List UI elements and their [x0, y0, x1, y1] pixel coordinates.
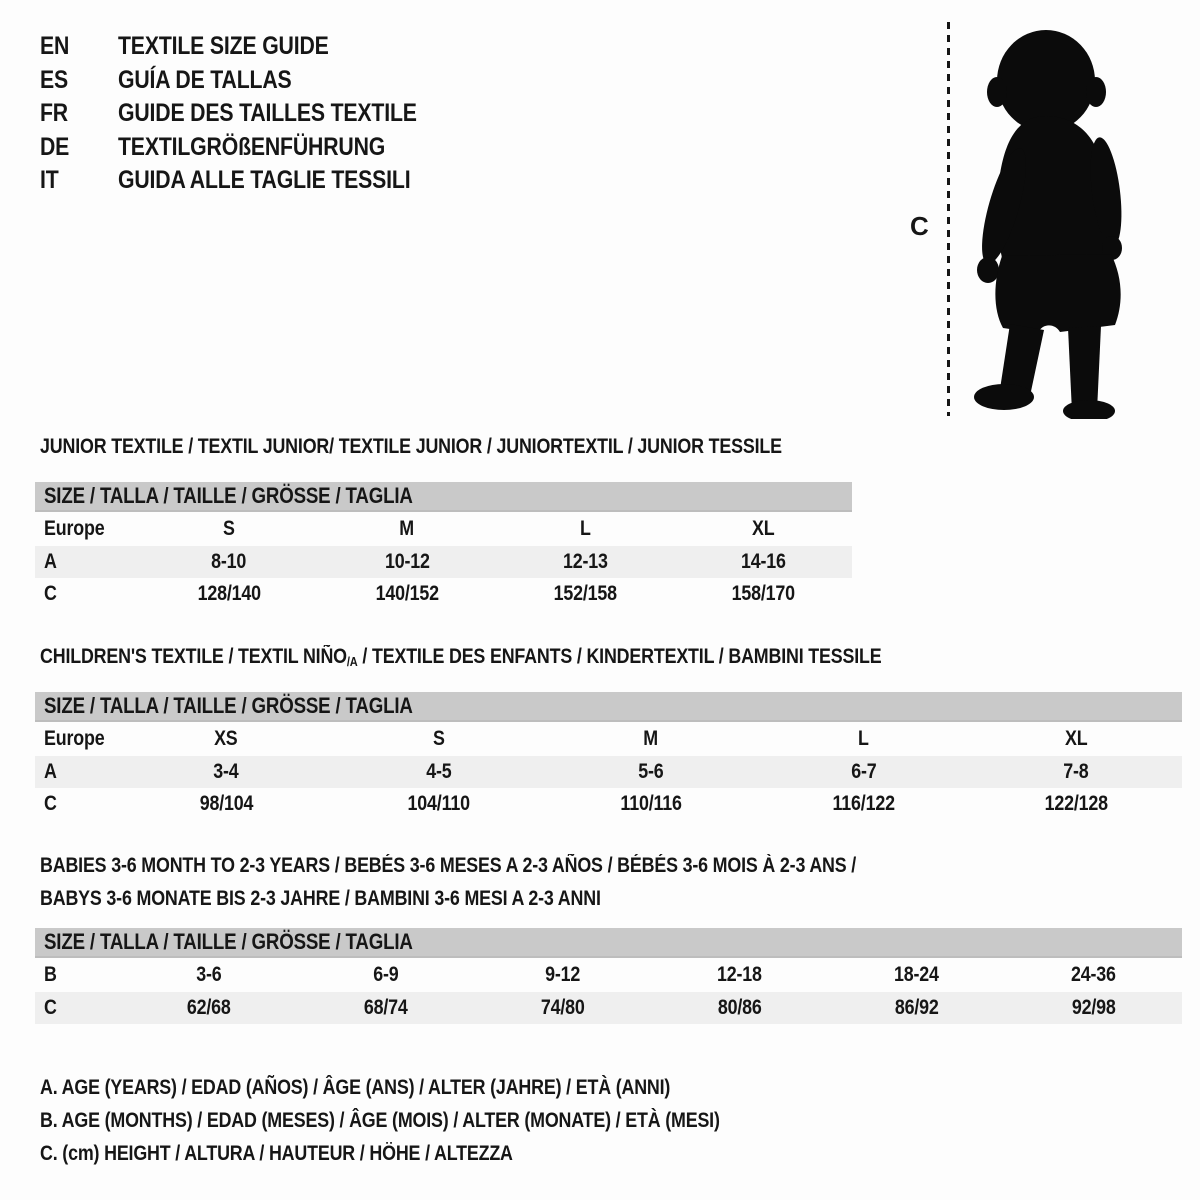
- size-cell: L: [579, 517, 591, 540]
- children-size-table: [35, 692, 1182, 820]
- language-code: IT: [40, 166, 59, 195]
- row-label: Europe: [44, 517, 105, 540]
- size-header-bar: [35, 482, 852, 512]
- age-cell: 10-12: [384, 550, 430, 573]
- height-measure-dashed-line: [947, 22, 950, 416]
- title-subscript: /A: [346, 654, 358, 669]
- table-row-europe: [35, 512, 852, 546]
- age-cell: 6-9: [372, 963, 399, 986]
- size-header-bar: [35, 692, 1182, 722]
- row-label: B: [44, 963, 57, 986]
- legend-line-age-months: B. AGE (MONTHS) / EDAD (MESES) / ÂGE (MOIS) / ALTER (MONATE) / ETÀ (MESI): [40, 1108, 720, 1132]
- height-cell: 128/140: [197, 582, 261, 605]
- measurement-legend: [40, 1072, 840, 1170]
- language-row-en: [40, 30, 470, 64]
- language-row-it: [40, 164, 470, 198]
- size-cell: M: [643, 727, 659, 750]
- height-cell: 110/116: [620, 792, 682, 815]
- babies-section-title-line1: BABIES 3-6 MONTH TO 2-3 YEARS / BEBÉS 3-6 MESES A 2-3 AÑOS / BÉBÉS 3-6 MOIS À 2-3 ANS /: [40, 854, 857, 877]
- junior-section-title: JUNIOR TEXTILE / TEXTIL JUNIOR/ TEXTILE JUNIOR / JUNIORTEXTIL / JUNIOR TESSILE: [40, 435, 782, 458]
- height-cell: 122/128: [1044, 792, 1108, 815]
- row-label: C: [44, 996, 57, 1019]
- height-cell: 140/152: [375, 582, 439, 605]
- language-title-block: [40, 30, 470, 198]
- children-section-title: CHILDREN'S TEXTILE / TEXTIL NIÑO/A / TEXTILE DES ENFANTS / KINDERTEXTIL / BAMBINI TESSILE: [40, 645, 882, 669]
- guide-title-it: GUIDA ALLE TAGLIE TESSILI: [118, 166, 411, 195]
- age-cell: 3-6: [195, 963, 222, 986]
- age-cell: 12-13: [562, 550, 608, 573]
- guide-title-fr: GUIDE DES TAILLES TEXTILE: [118, 99, 417, 128]
- age-cell: 8-10: [211, 550, 247, 573]
- language-row-fr: [40, 97, 470, 131]
- size-cell: XS: [214, 727, 238, 750]
- age-cell: 14-16: [740, 550, 786, 573]
- height-cell: 98/104: [199, 792, 253, 815]
- toddler-silhouette-icon: [968, 24, 1138, 419]
- table-row-age-months: [35, 958, 1182, 992]
- row-label: Europe: [44, 727, 105, 750]
- row-label: C: [44, 792, 57, 815]
- table-row-age-years: [35, 756, 1182, 788]
- size-cell: XL: [1064, 727, 1088, 750]
- height-cell: 104/110: [407, 792, 470, 815]
- height-cell: 92/98: [1071, 996, 1116, 1019]
- table-row-europe: [35, 722, 1182, 756]
- size-cell: L: [858, 727, 869, 750]
- age-cell: 3-4: [213, 760, 239, 783]
- age-cell: 6-7: [850, 760, 877, 783]
- legend-line-age-years: A. AGE (YEARS) / EDAD (AÑOS) / ÂGE (ANS) / ALTER (JAHRE) / ETÀ (ANNI): [40, 1076, 671, 1099]
- height-measure-label: C: [910, 211, 929, 241]
- age-cell: 18-24: [894, 963, 939, 986]
- size-header-bar: [35, 928, 1182, 958]
- size-header-label: SIZE / TALLA / TAILLE / GRÖSSE / TAGLIA: [44, 693, 413, 718]
- height-cell: 158/170: [731, 582, 795, 605]
- height-cell: 62/68: [186, 996, 231, 1019]
- size-cell: XL: [751, 517, 775, 540]
- babies-size-table: [35, 928, 1182, 1024]
- guide-title-en: TEXTILE SIZE GUIDE: [118, 32, 329, 60]
- height-cell: 74/80: [540, 996, 585, 1019]
- table-row-height-cm: [35, 788, 1182, 820]
- size-cell: M: [399, 517, 415, 540]
- size-cell: S: [223, 517, 235, 540]
- legend-line-height-cm: C. (cm) HEIGHT / ALTURA / HAUTEUR / HÖHE / ALTEZZA: [40, 1141, 513, 1165]
- row-label: A: [44, 550, 57, 573]
- guide-title-de: TEXTILGRÖßENFÜHRUNG: [118, 132, 386, 161]
- size-header-label: SIZE / TALLA / TAILLE / GRÖSSE / TAGLIA: [44, 483, 413, 508]
- height-cell: 80/86: [717, 996, 762, 1019]
- language-code: ES: [40, 65, 69, 94]
- age-cell: 5-6: [638, 760, 664, 783]
- height-cell: 116/122: [832, 792, 895, 815]
- guide-title-es: GUÍA DE TALLAS: [118, 65, 292, 94]
- height-cell: 86/92: [894, 996, 939, 1019]
- language-code: FR: [40, 99, 68, 128]
- age-cell: 12-18: [717, 963, 762, 986]
- table-row-height-cm: [35, 578, 852, 610]
- language-row-es: [40, 64, 470, 98]
- age-cell: 7-8: [1063, 760, 1089, 783]
- height-cell: 68/74: [363, 996, 408, 1019]
- table-row-height-cm: [35, 992, 1182, 1024]
- row-label: C: [44, 582, 57, 605]
- language-code: EN: [40, 32, 70, 60]
- language-row-de: [40, 131, 470, 165]
- language-code: DE: [40, 132, 70, 161]
- size-cell: S: [432, 727, 445, 750]
- size-header-label: SIZE / TALLA / TAILLE / GRÖSSE / TAGLIA: [44, 929, 413, 954]
- table-row-age-years: [35, 546, 852, 578]
- junior-size-table: [35, 482, 852, 610]
- babies-section-title-line2: BABYS 3-6 MONATE BIS 2-3 JAHRE / BAMBINI 3-6 MESI A 2-3 ANNI: [40, 887, 601, 910]
- height-cell: 152/158: [553, 582, 617, 605]
- age-cell: 9-12: [544, 963, 581, 986]
- age-cell: 4-5: [425, 760, 452, 783]
- age-cell: 24-36: [1071, 963, 1116, 986]
- row-label: A: [44, 760, 57, 783]
